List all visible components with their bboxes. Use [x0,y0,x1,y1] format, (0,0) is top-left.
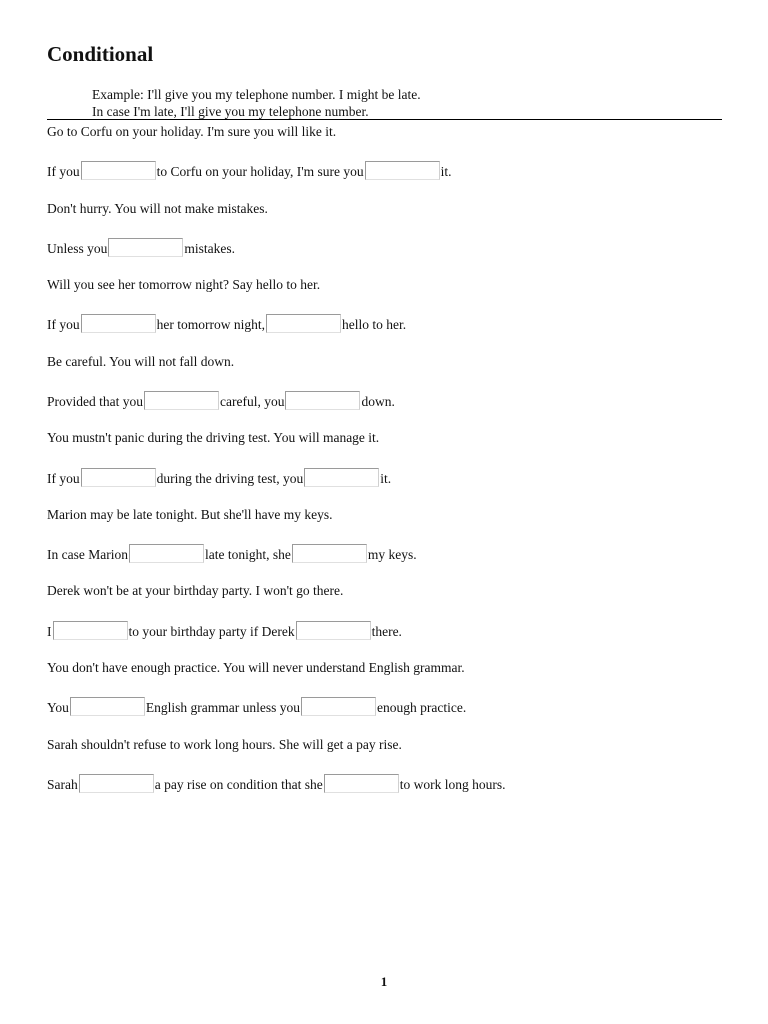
answer-blank[interactable] [81,161,156,180]
sentence-part: a pay rise on condition that she [154,777,323,792]
answer-blank[interactable] [70,697,145,716]
answer-blank[interactable] [365,161,440,180]
sentence-part: I [47,624,52,639]
prompt-text: Will you see her tomorrow night? Say hello to her. [47,277,321,292]
exercise-9-answer [47,769,505,793]
sentence-part: Provided that you [47,394,143,409]
sentence-part: it. [380,471,392,486]
answer-blank[interactable] [81,468,156,487]
sentence-part: enough practice. [377,700,467,715]
answer-blank[interactable] [285,391,360,410]
sentence-part: down. [361,394,395,409]
prompt-text: Derek won't be at your birthday party. I won't go there. [47,583,344,598]
sentence-part: If you [47,317,80,332]
sentence-part: to work long hours. [399,777,506,792]
prompt-text: Marion may be late tonight. But she'll have my keys. [47,507,333,522]
exercise-5-answer [47,463,391,487]
sentence-part: her tomorrow night, [156,317,265,332]
exercise-3-prompt [47,269,320,293]
sentence-part: my keys. [367,547,417,562]
sentence-part: You [47,700,69,715]
exercise-1-answer [47,156,452,180]
answer-blank[interactable] [296,621,371,640]
sentence-part: during the driving test, you [156,471,304,486]
prompt-text: You mustn't panic during the driving test. You will manage it. [47,430,380,445]
sentence-part: to your birthday party if Derek [128,624,295,639]
prompt-text: Sarah shouldn't refuse to work long hours. She will get a pay rise. [47,737,402,752]
answer-blank[interactable] [144,391,219,410]
sentence-part: hello to her. [341,317,407,332]
answer-blank[interactable] [108,238,183,257]
sentence-part: careful, you [220,394,285,409]
answer-blank[interactable] [53,621,128,640]
sentence-part: If you [47,471,80,486]
answer-blank[interactable] [79,774,154,793]
example-line-2: In case I'm late, I'll give you my telephone number. [92,104,369,119]
exercise-6-answer [47,539,417,563]
answer-blank[interactable] [301,697,376,716]
page-title: Conditional [47,42,154,66]
answer-blank[interactable] [266,314,341,333]
exercise-9-prompt [47,729,402,753]
exercise-7-answer [47,616,402,640]
exercise-8-answer [47,692,466,716]
exercise-4-answer [47,386,395,410]
exercise-7-prompt [47,575,343,599]
answer-blank[interactable] [324,774,399,793]
answer-blank[interactable] [292,544,367,563]
sentence-part: In case Marion [47,547,128,562]
exercise-4-prompt [47,346,234,370]
example-line-1: Example: I'll give you my telephone number. I might be late. [92,87,421,102]
page-number: 1 [380,974,388,989]
answer-blank[interactable] [129,544,204,563]
sentence-part: If you [47,164,80,179]
sentence-part: Sarah [47,777,78,792]
exercise-2-prompt [47,193,268,217]
sentence-part: there. [371,624,402,639]
exercise-2-answer [47,233,235,257]
example-block [92,86,421,120]
exercise-5-prompt [47,422,379,446]
answer-blank[interactable] [304,468,379,487]
exercise-8-prompt [47,652,465,676]
exercise-1-prompt [47,116,336,140]
prompt-text: You don't have enough practice. You will never understand English grammar. [47,660,465,675]
prompt-text: Don't hurry. You will not make mistakes. [47,201,268,216]
sentence-part: Unless you [47,241,108,256]
sentence-part: to Corfu on your holiday, I'm sure you [156,164,364,179]
answer-blank[interactable] [81,314,156,333]
sentence-part: mistakes. [184,241,235,256]
prompt-text: Be careful. You will not fall down. [47,354,235,369]
sentence-part: late tonight, she [204,547,291,562]
exercise-3-answer [47,309,406,333]
exercise-6-prompt [47,499,333,523]
sentence-part: English grammar unless you [145,700,301,715]
prompt-text: Go to Corfu on your holiday. I'm sure you will like it. [47,124,337,139]
sentence-part: it. [440,164,452,179]
